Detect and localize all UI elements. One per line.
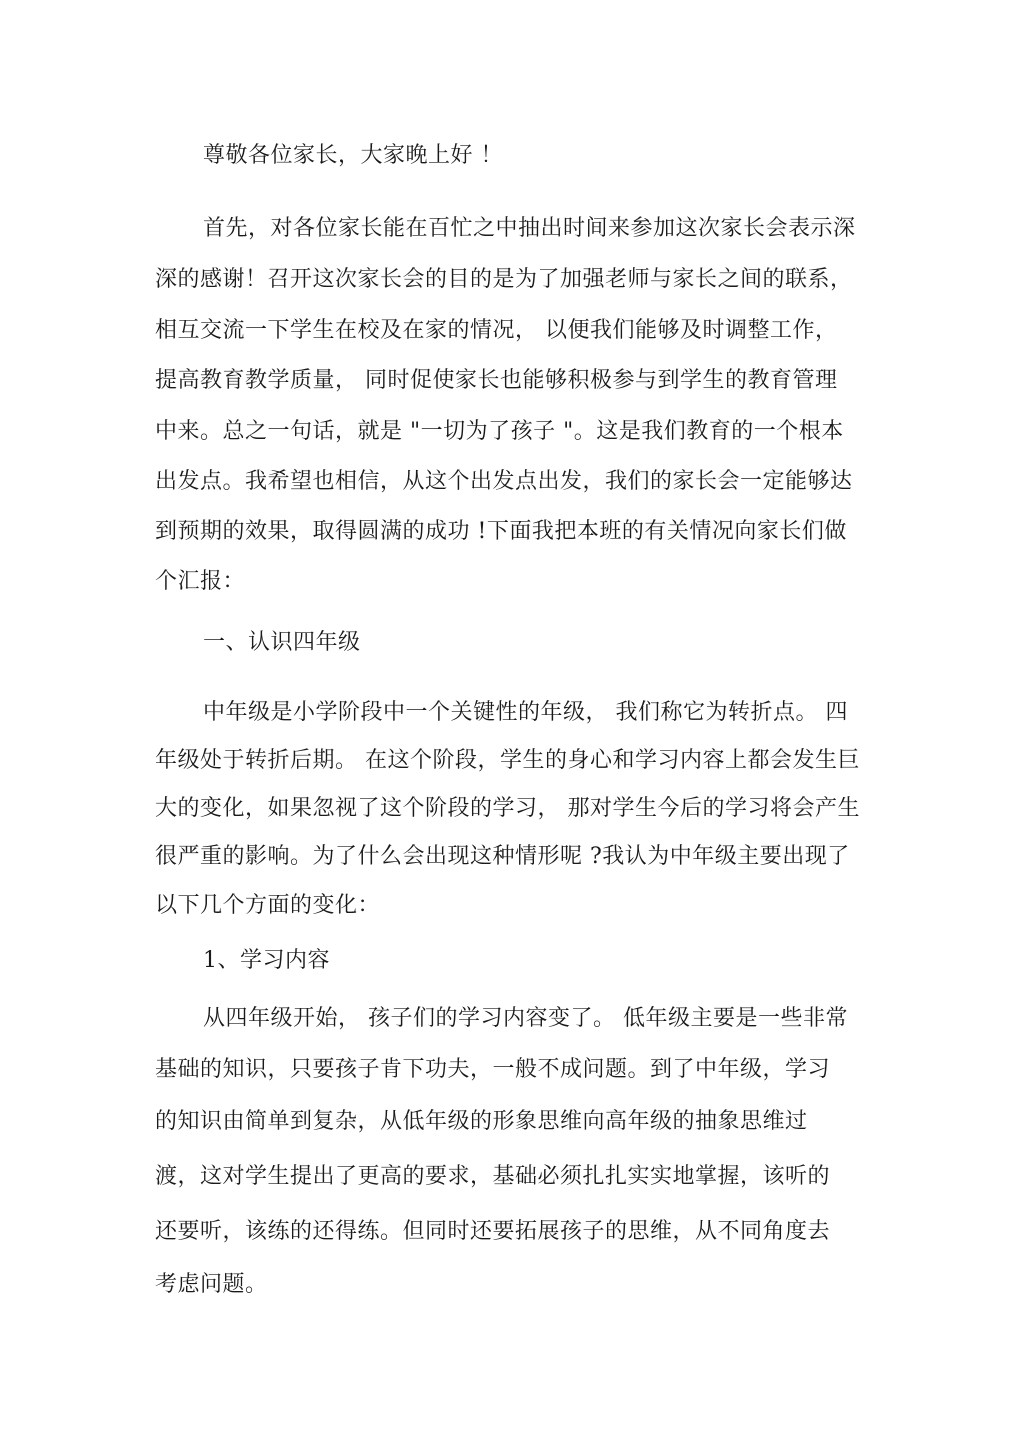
subsection-line: 的知识由简单到复杂，从低年级的形象思维向高年级的抽象思维过 [155, 1109, 808, 1134]
section-line: 中年级是小学阶段中一个关键性的年级， 我们称它为转折点。 四 [203, 700, 848, 725]
subsection-heading: 1、学习内容 [203, 948, 330, 973]
section-heading: 一、认识四年级 [203, 630, 361, 655]
subsection-line: 基础的知识，只要孩子肯下功夫，一般不成问题。到了中年级，学习 [155, 1057, 831, 1082]
intro-line: 到预期的效果，取得圆满的成功 !下面我把本班的有关情况向家长们做 [155, 519, 847, 544]
section-line: 以下几个方面的变化： [155, 893, 381, 918]
intro-line: 中来。总之一句话，就是 "一切为了孩子 "。这是我们教育的一个根本 [155, 419, 844, 444]
intro-line: 出发点。我希望也相信，从这个出发点出发，我们的家长会一定能够达 [155, 469, 853, 494]
section-line: 年级处于转折后期。 在这个阶段，学生的身心和学习内容上都会发生巨 [155, 748, 860, 773]
intro-line: 首先，对各位家长能在百忙之中抽出时间来参加这次家长会表示深 [203, 216, 856, 241]
section-line: 很严重的影响。为了什么会出现这种情形呢 ?我认为中年级主要出现了 [155, 844, 850, 869]
section-line: 大的变化，如果忽视了这个阶段的学习， 那对学生今后的学习将会产生 [155, 796, 860, 821]
subsection-line: 从四年级开始， 孩子们的学习内容变了。 低年级主要是一些非常 [203, 1006, 848, 1031]
greeting: 尊敬各位家长，大家晚上好 ！ [203, 143, 503, 168]
subsection-line: 考虑问题。 [155, 1272, 268, 1297]
subsection-line: 渡，这对学生提出了更高的要求，基础必须扎扎实实地掌握，该听的 [155, 1164, 831, 1189]
intro-line: 提高教育教学质量， 同时促使家长也能够积极参与到学生的教育管理 [155, 368, 838, 393]
intro-line: 个汇报： [155, 569, 246, 594]
intro-line: 相互交流一下学生在校及在家的情况， 以便我们能够及时调整工作， [155, 318, 838, 343]
intro-line: 深的感谢！召开这次家长会的目的是为了加强老师与家长之间的联系， [155, 267, 853, 292]
subsection-line: 还要听，该练的还得练。但同时还要拓展孩子的思维，从不同角度去 [155, 1219, 831, 1244]
